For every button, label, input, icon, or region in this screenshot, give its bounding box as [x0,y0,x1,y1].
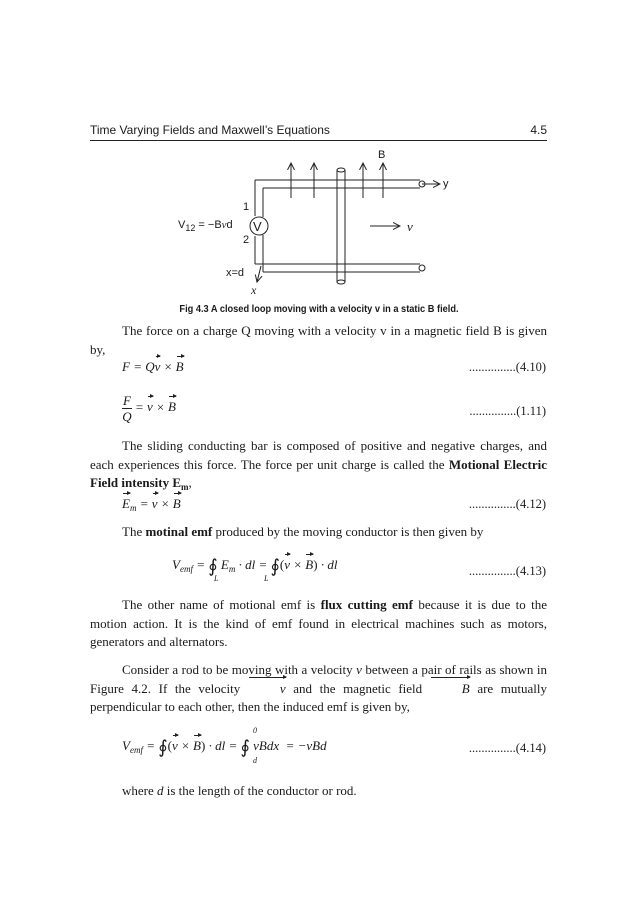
bottom-rail [255,264,425,272]
equation-number-4-10: ...............(4.10) [468,360,546,374]
equation-4-14: $V_{emf}$ = ∮(v × B) · dl = ∮ vBdx = −vBd [122,737,327,757]
paragraph-motional-emf: The motinal emf produced by the moving conductor is then given by [122,524,484,539]
figure-label-2: 2 [243,234,250,246]
paragraph-force: The force on a charge Q moving with a velocity v in a magnetic field B is given by, [90,323,547,357]
figure-label-b: B [378,149,386,161]
figure-label-y: y [443,178,449,190]
equation-4-12: $E_m = v \times B$ [122,496,181,513]
figure-label-x: x [251,283,257,297]
paragraph-rod: Consider a rod to be moving with a velocity v between a pair of rails as shown in Figure 4.2. If the velocity v and the magnetic field B are mutually perpendicular to each other, then the induced emf is given by, [90,662,548,714]
figure-label-1: 1 [243,201,250,213]
equation-number-4-13: ...............(4.13) [468,564,546,578]
voltmeter-label: V [253,219,262,234]
integral-limit-lower: d [253,756,257,765]
figure-label-velocity: v [407,219,413,234]
page-number: 4.5 [530,123,547,137]
paragraph-flux-cutting: The other name of motional emf is flux cutting emf because it is due to the motion action. It is the kind of emf found in electrical machines such as motors, generators and alternators. [90,597,547,649]
equation-number-4-12: ...............(4.12) [468,497,546,511]
integral-limit-l1: L [214,574,219,583]
equation-number-1-11: ...............(1.11) [469,404,546,418]
figure-caption: Fig 4.3 A closed loop moving with a velocity v in a static B field. [179,303,459,315]
integral-limit-upper: 0 [253,726,257,735]
integral-limit-l2: L [264,574,269,583]
equation-4-13: $V_{emf}$ = ∮ $E_m$ · dl = ∮(v × B) · dl [172,556,338,576]
paragraph-length: where d is the length of the conductor or rod. [122,783,357,798]
sliding-bar [337,168,345,284]
header-rule [90,140,547,141]
x-axis-arrow [257,266,261,282]
equation-1-11: $\frac{F}{Q}$ = v × B [122,393,176,424]
top-rail [255,180,425,188]
figure-label-xd: x=d [226,267,245,279]
equation-4-10: F = Qv × B [122,359,184,374]
equation-number-4-14: ...............(4.14) [468,741,546,755]
paragraph-sliding-bar: The sliding conducting bar is composed of positive and negative charges, and each experiences this force. The force per unit charge is called the Motional Electric Field intensity $E_m$, [90,438,547,492]
running-header-title: Time Varying Fields and Maxwell’s Equations [90,123,330,137]
figure-label-v12: $V_{12} = -Bvd$ [178,219,233,233]
